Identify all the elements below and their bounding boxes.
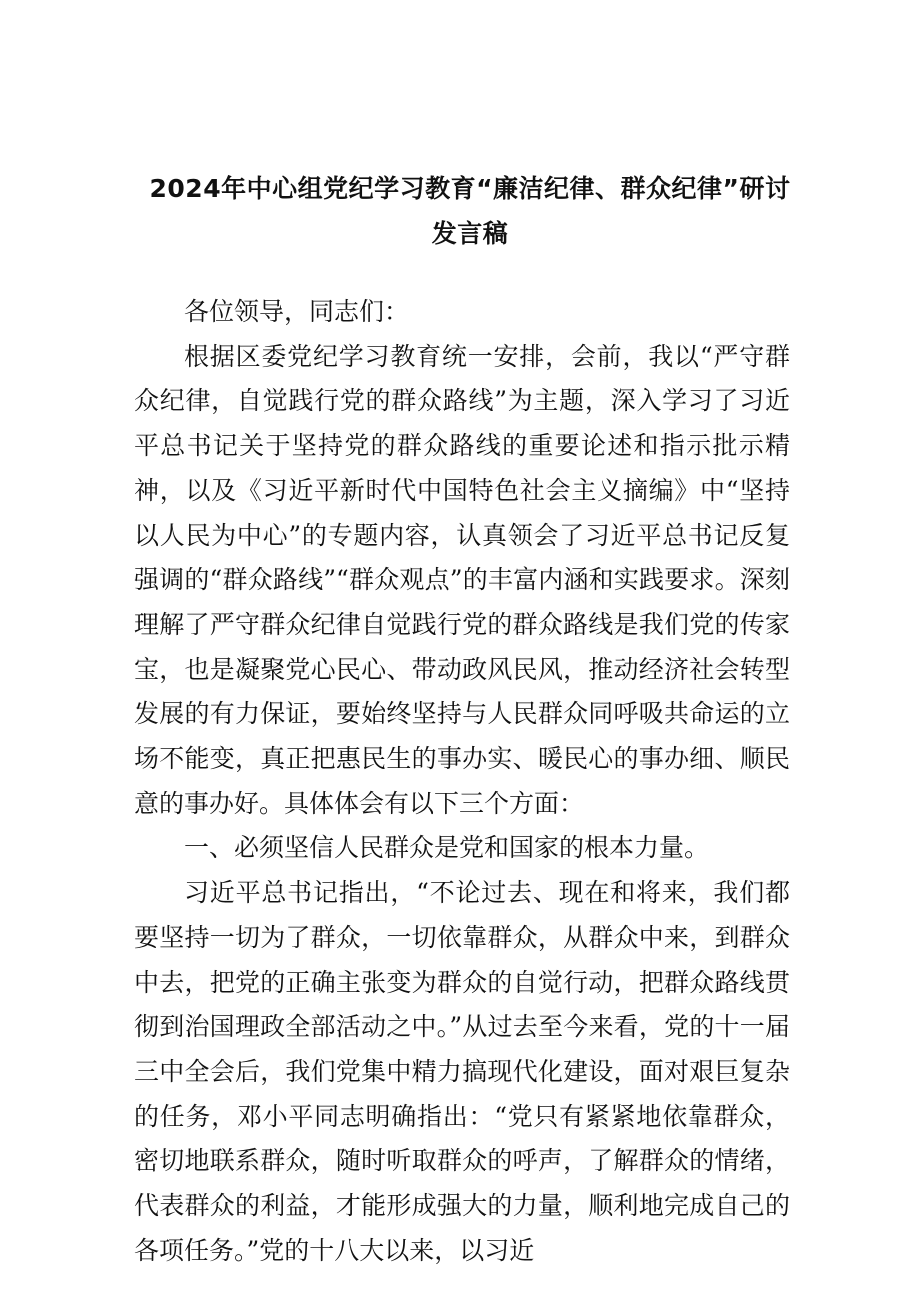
body-paragraph: 根据区委党纪学习教育统一安排，会前，我以“严守群众纪律，自觉践行党的群众路线”为主题，深入学习了习近平总书记关于坚持党的群众路线的重要论述和指示批示精神，以及《习近平新时代中国特色社会主义摘编》中“坚持以人民为中心”的专题内容，认真领会了习近平总书记反复强调的“群众路线”“群众观点”的丰富内涵和实践要求。深刻理解了严守群众纪律自觉践行党的群众路线是我们党的传家宝，也是凝聚党心民心、带动政风民风，推动经济社会转型发展的有力保证，要始终坚持与人民群众同呼吸共命运的立场不能变，真正把惠民生的事办实、暖民心的事办细、顺民意的事办好。具体体会有以下三个方面：	[134, 341, 790, 818]
document-body	[134, 290, 790, 1273]
document-title: 2024年中心组党纪学习教育“廉洁纪律、群众纪律”研讨发言稿	[149, 174, 791, 248]
section-heading-paragraph: 一、必须坚信人民群众是党和国家的根本力量。	[184, 833, 710, 863]
salutation-paragraph: 各位领导，同志们：	[184, 297, 410, 326]
body-paragraph: 习近平总书记指出，“不论过去、现在和将来，我们都要坚持一切为了群众，一切依靠群众，从群众中来，到群众中去，把党的正确主张变为群众的自觉行动，把群众路线贯彻到治国理政全部活动之中。”从过去至今来看，党的十一届三中全会后，我们党集中精力搞现代化建设，面对艰巨复杂的任务，邓小平同志明确指出：“党只有紧紧地依靠群众，密切地联系群众，随时听取群众的呼声，了解群众的情绪，代表群众的利益，才能形成强大的力量，顺利地完成自己的各项任务。”党的十八大以来，以习近	[134, 878, 790, 1265]
